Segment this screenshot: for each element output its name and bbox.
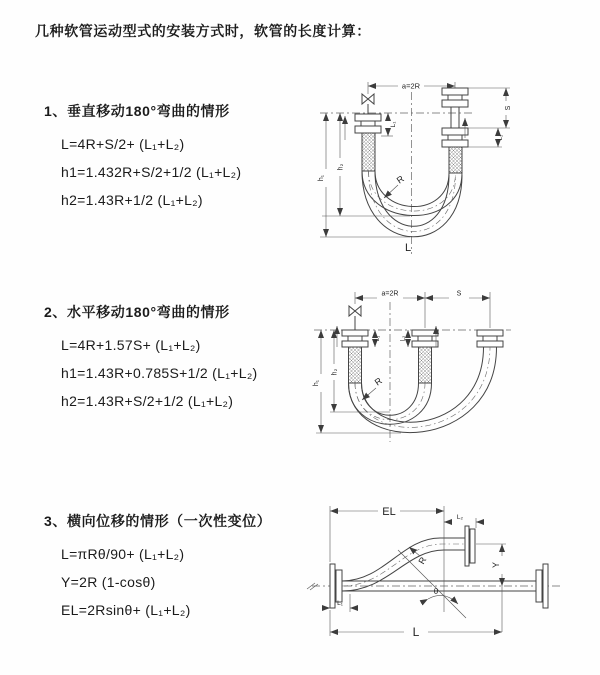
- dim-label-a2r: a=2R: [401, 81, 421, 91]
- dim-label-l2: L₂: [400, 335, 407, 342]
- formula-s3-el: EL=2Rsinθ+ (L₁+L₂): [61, 602, 191, 618]
- dim-label-l1: L₁: [375, 335, 381, 342]
- length-label: L: [404, 242, 412, 254]
- valve-icon: [362, 94, 374, 114]
- formula-s3-l: L=πRθ/90+ (L₁+L₂): [61, 546, 185, 562]
- dim-label-h2: h₂: [337, 163, 345, 171]
- centerline-break-mark: [307, 583, 318, 590]
- formula-s1-h1: h1=1.432R+S/2+1/2 (L₁+L₂): [61, 164, 242, 180]
- dim-label-h2: h₂: [331, 368, 339, 376]
- dim-label-s: S: [505, 105, 512, 111]
- diagram-horizontal-180-bend: [306, 280, 546, 458]
- section-2: [44, 302, 258, 415]
- dim-label-l2: L₂: [456, 514, 464, 521]
- angle-label: θ: [433, 587, 439, 596]
- page-title: 几种软管运动型式的安装方式时，软管的长度计算：: [35, 23, 371, 39]
- radius-label: R: [372, 375, 384, 388]
- dim-label-h1: h₁: [318, 174, 325, 182]
- formula-s1-l: L=4R+S/2+ (L₁+L₂): [61, 136, 185, 152]
- section-1-heading: 1、垂直移动180°弯曲的情形: [44, 103, 230, 119]
- dim-label-l1: L₁: [390, 121, 397, 128]
- section-2-heading: 2、水平移动180°弯曲的情形: [44, 304, 230, 320]
- dim-label-el: EL: [382, 506, 396, 518]
- dim-label-y: Y: [491, 561, 501, 569]
- dim-label-l1: L₁: [337, 600, 343, 607]
- radius-label: R: [416, 555, 429, 566]
- braided-hose-middle: [419, 347, 432, 383]
- diagram-lateral-displacement: [298, 498, 566, 650]
- section-1: [44, 101, 241, 214]
- radius-label: R: [394, 173, 406, 186]
- formula-s2-h2: h2=1.43R+S/2+1/2 (L₁+L₂): [61, 393, 234, 409]
- dim-label-l: L: [412, 625, 420, 639]
- braided-hose-left: [362, 133, 375, 171]
- formula-s2-h1: h1=1.43R+0.785S+1/2 (L₁+L₂): [61, 365, 258, 381]
- dim-label-s: S: [456, 290, 462, 298]
- dim-label-l2: L₂: [498, 134, 504, 141]
- formula-s2-l: L=4R+1.57S+ (L₁+L₂): [61, 337, 201, 353]
- braided-hose-left: [349, 347, 362, 383]
- dim-label-a2r: a=2R: [381, 290, 399, 298]
- formula-s3-y: Y=2R (1-cosθ): [61, 574, 156, 590]
- formula-s1-h2: h2=1.43R+1/2 (L₁+L₂): [61, 192, 203, 208]
- valve-icon: [349, 306, 361, 330]
- section-3: [44, 511, 271, 624]
- diagram-vertical-180-bend: [310, 70, 535, 262]
- braided-hose-right: [449, 147, 462, 173]
- dim-label-h1: h₁: [313, 379, 320, 387]
- section-3-heading: 3、横向位移的情形（一次性变位）: [44, 513, 272, 529]
